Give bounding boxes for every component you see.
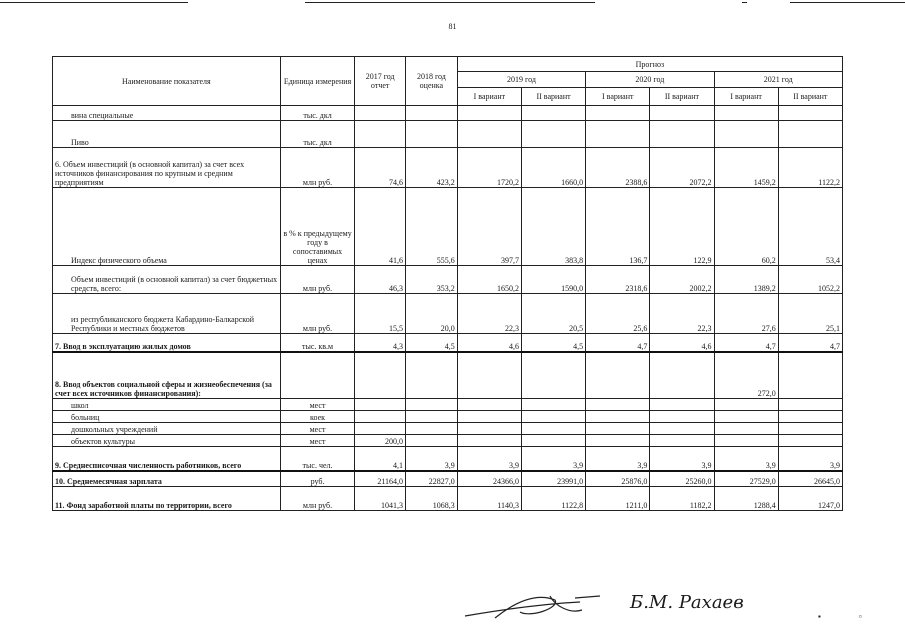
row-name: дошкольных учреждений	[53, 423, 281, 435]
row-value: 4,6	[457, 334, 521, 352]
row-name: 8. Ввод объектов социальной сферы и жизнеобеспечения (за счет всех источников финансирования):	[53, 352, 281, 399]
row-unit: тыс. кв.м	[280, 334, 355, 352]
row-value	[406, 106, 458, 121]
row-value: 4,5	[521, 334, 585, 352]
row-value: 200,0	[355, 435, 406, 447]
top-rule-mark	[742, 2, 747, 3]
row-name: Объем инвестиций (в основной капитал) за счет бюджетных средств, всего:	[53, 266, 281, 294]
row-value	[586, 106, 650, 121]
row-value: 15,5	[355, 294, 406, 334]
row-value: 46,3	[355, 266, 406, 294]
table-body	[53, 106, 843, 511]
row-value: 383,8	[521, 188, 585, 266]
row-value: 2318,6	[586, 266, 650, 294]
table-row	[53, 148, 843, 188]
row-value	[778, 106, 842, 121]
header-variant: II вариант	[778, 88, 842, 106]
row-value	[355, 352, 406, 399]
row-value: 4,3	[355, 334, 406, 352]
table-row	[53, 435, 843, 447]
row-value	[457, 435, 521, 447]
row-value: 3,9	[521, 447, 585, 471]
row-name: из республиканского бюджета Кабардино-Балкарской Республики и местных бюджетов	[53, 294, 281, 334]
row-value: 122,9	[650, 188, 714, 266]
table-row	[53, 121, 843, 148]
row-value: 60,2	[714, 188, 778, 266]
row-value: 1122,2	[778, 148, 842, 188]
row-value: 4,6	[650, 334, 714, 352]
row-unit	[280, 352, 355, 399]
table-row	[53, 423, 843, 435]
row-unit: коек	[280, 411, 355, 423]
row-value: 20,5	[521, 294, 585, 334]
row-value	[714, 121, 778, 148]
table-row	[53, 352, 843, 399]
header-year-2020: 2020 год	[586, 72, 714, 88]
row-value	[406, 121, 458, 148]
row-unit: млн руб.	[280, 266, 355, 294]
row-value: 3,9	[406, 447, 458, 471]
top-rule-far	[790, 2, 905, 3]
row-value	[521, 435, 585, 447]
row-value: 136,7	[586, 188, 650, 266]
header-unit: Единица измерения	[280, 57, 355, 106]
row-unit: тыс. дкл	[280, 121, 355, 148]
row-value	[355, 121, 406, 148]
header-year-2019: 2019 год	[457, 72, 585, 88]
row-value	[406, 411, 458, 423]
header-variant: I вариант	[586, 88, 650, 106]
row-value: 1122,8	[521, 487, 585, 511]
header-variant: II вариант	[650, 88, 714, 106]
row-value	[650, 435, 714, 447]
row-value	[457, 352, 521, 399]
row-value	[521, 352, 585, 399]
row-value: 1068,3	[406, 487, 458, 511]
row-value	[778, 352, 842, 399]
row-value	[586, 411, 650, 423]
row-value: 23991,0	[521, 471, 585, 487]
row-value	[406, 399, 458, 411]
row-value	[714, 411, 778, 423]
row-value	[521, 423, 585, 435]
top-rule-left	[0, 2, 188, 3]
row-value	[650, 352, 714, 399]
row-name: 6. Объем инвестиций (в основной капитал) за счет всех источников финансирования по крупным и средним предприятиям	[53, 148, 281, 188]
row-value	[406, 423, 458, 435]
row-unit: тыс. дкл	[280, 106, 355, 121]
table-header	[53, 57, 843, 106]
row-value: 1720,2	[457, 148, 521, 188]
row-value: 1052,2	[778, 266, 842, 294]
row-value	[714, 106, 778, 121]
row-value: 22,3	[457, 294, 521, 334]
table-row	[53, 471, 843, 487]
row-name: Индекс физического объема	[53, 188, 281, 266]
row-value: 1650,2	[457, 266, 521, 294]
header-year-2021: 2021 год	[714, 72, 842, 88]
row-value	[650, 121, 714, 148]
row-value	[521, 106, 585, 121]
row-value	[778, 121, 842, 148]
row-value	[406, 352, 458, 399]
row-value	[457, 423, 521, 435]
row-name: 11. Фонд заработной платы по территории, всего	[53, 487, 281, 511]
row-value: 3,9	[457, 447, 521, 471]
row-value	[355, 106, 406, 121]
signature-name: Б.М. Рахаев	[630, 592, 744, 613]
row-value	[586, 423, 650, 435]
row-value	[586, 121, 650, 148]
row-value: 25,1	[778, 294, 842, 334]
row-value	[650, 399, 714, 411]
row-value: 25260,0	[650, 471, 714, 487]
row-value	[457, 399, 521, 411]
row-name: школ	[53, 399, 281, 411]
row-unit: млн руб.	[280, 487, 355, 511]
row-value: 22827,0	[406, 471, 458, 487]
row-value	[650, 423, 714, 435]
row-value: 25876,0	[586, 471, 650, 487]
row-value: 1459,2	[714, 148, 778, 188]
signature-scribble	[460, 588, 630, 628]
table-row	[53, 399, 843, 411]
table-row	[53, 294, 843, 334]
row-name: объектов культуры	[53, 435, 281, 447]
row-value: 4,7	[778, 334, 842, 352]
row-value: 1288,4	[714, 487, 778, 511]
row-value: 3,9	[778, 447, 842, 471]
row-value	[586, 399, 650, 411]
row-value	[650, 411, 714, 423]
row-value	[406, 435, 458, 447]
report-table	[52, 56, 843, 511]
table-row	[53, 487, 843, 511]
row-name: 9. Среднесписочная численность работников, всего	[53, 447, 281, 471]
row-value: 1182,2	[650, 487, 714, 511]
row-value	[355, 423, 406, 435]
row-value: 397,7	[457, 188, 521, 266]
row-value: 25,6	[586, 294, 650, 334]
row-value: 1211,0	[586, 487, 650, 511]
row-value: 22,3	[650, 294, 714, 334]
row-value: 1247,0	[778, 487, 842, 511]
page-number: 81	[448, 22, 457, 31]
row-value: 4,7	[586, 334, 650, 352]
row-value	[714, 423, 778, 435]
row-value	[457, 411, 521, 423]
row-value: 4,5	[406, 334, 458, 352]
row-value	[355, 399, 406, 411]
row-value: 20,0	[406, 294, 458, 334]
table-row	[53, 188, 843, 266]
row-value: 3,9	[714, 447, 778, 471]
row-unit: млн руб.	[280, 148, 355, 188]
row-value	[457, 106, 521, 121]
row-value: 1590,0	[521, 266, 585, 294]
header-forecast: Прогноз	[457, 57, 842, 72]
row-value	[521, 411, 585, 423]
row-value: 423,2	[406, 148, 458, 188]
row-value	[714, 399, 778, 411]
header-2018: 2018 год оценка	[406, 57, 458, 106]
row-value: 1041,3	[355, 487, 406, 511]
row-value	[650, 106, 714, 121]
header-name: Наименование показателя	[53, 57, 281, 106]
row-value: 1389,2	[714, 266, 778, 294]
row-value: 3,9	[586, 447, 650, 471]
row-value	[778, 435, 842, 447]
table-row	[53, 411, 843, 423]
row-value	[778, 399, 842, 411]
row-value: 272,0	[714, 352, 778, 399]
row-value: 74,6	[355, 148, 406, 188]
row-value: 24366,0	[457, 471, 521, 487]
row-name: 7. Ввод в эксплуатацию жилых домов	[53, 334, 281, 352]
row-value: 555,6	[406, 188, 458, 266]
row-unit: в % к предыдущему году в сопоставимых ценах	[280, 188, 355, 266]
row-value	[457, 121, 521, 148]
row-unit: мест	[280, 435, 355, 447]
row-value: 2388,6	[586, 148, 650, 188]
row-value: 4,7	[714, 334, 778, 352]
row-value: 3,9	[650, 447, 714, 471]
row-value: 2072,2	[650, 148, 714, 188]
row-value	[521, 121, 585, 148]
row-value	[586, 435, 650, 447]
row-value: 2002,2	[650, 266, 714, 294]
top-rule-right	[305, 2, 595, 3]
row-value: 21164,0	[355, 471, 406, 487]
row-value: 4,1	[355, 447, 406, 471]
row-value	[778, 411, 842, 423]
header-variant: I вариант	[714, 88, 778, 106]
table-row	[53, 106, 843, 121]
row-unit: тыс. чел.	[280, 447, 355, 471]
row-value: 353,2	[406, 266, 458, 294]
row-name: больниц	[53, 411, 281, 423]
row-value	[586, 352, 650, 399]
row-value: 1140,3	[457, 487, 521, 511]
row-name: вина специальные	[53, 106, 281, 121]
row-value: 27529,0	[714, 471, 778, 487]
row-name: Пиво	[53, 121, 281, 148]
header-variant: I вариант	[457, 88, 521, 106]
row-unit: руб.	[280, 471, 355, 487]
row-value: 41,6	[355, 188, 406, 266]
row-value	[714, 435, 778, 447]
row-value	[778, 423, 842, 435]
table-row	[53, 447, 843, 471]
table-row	[53, 334, 843, 352]
row-value: 27,6	[714, 294, 778, 334]
row-name: 10. Среднемесячная зарплата	[53, 471, 281, 487]
row-unit: млн руб.	[280, 294, 355, 334]
row-unit: мест	[280, 399, 355, 411]
row-value	[521, 399, 585, 411]
header-variant: II вариант	[521, 88, 585, 106]
row-value: 53,4	[778, 188, 842, 266]
row-value: 26645,0	[778, 471, 842, 487]
corner-marks: ▪ ▫	[818, 612, 880, 621]
row-value	[355, 411, 406, 423]
row-unit: мест	[280, 423, 355, 435]
table-row	[53, 266, 843, 294]
header-2017: 2017 год отчет	[355, 57, 406, 106]
row-value: 1660,0	[521, 148, 585, 188]
